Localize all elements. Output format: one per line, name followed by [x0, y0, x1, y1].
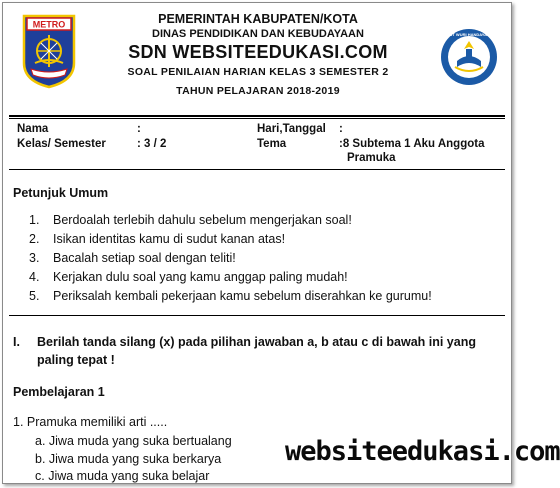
list-item: 1. Berdoalah terlebih dahulu sebelum mengerjakan soal!: [29, 213, 352, 227]
hari-label: Hari,Tanggal: [257, 123, 326, 135]
tut-wuri-handayani-logo: [439, 27, 499, 87]
metro-crest-logo: [21, 13, 77, 89]
nama-value: :: [137, 123, 141, 135]
kelas-label: Kelas/ Semester: [17, 138, 106, 150]
nama-label: Nama: [17, 123, 49, 135]
question-1-options: [35, 433, 232, 486]
header-government: PEMERINTAH KABUPATEN/KOTA: [158, 12, 358, 26]
instruction-line-2: paling tepat !: [37, 353, 115, 367]
kelas-value: : 3 / 2: [137, 138, 167, 150]
option-a: a. Jiwa muda yang suka bertualang: [35, 434, 232, 448]
tema-label: Tema: [257, 138, 287, 150]
option-c: c. Jiwa muda yang suka belajar: [35, 469, 210, 483]
document-page: [2, 2, 560, 484]
header-divider-thick: [9, 115, 505, 117]
header-school-name: SDN WEBSITEEDUKASI.COM: [128, 42, 388, 62]
pembelajaran-title: Pembelajaran 1: [13, 385, 105, 399]
header-exam-title: SOAL PENILAIAN HARIAN KELAS 3 SEMESTER 2: [127, 66, 389, 78]
tut-wuri-text: TUT WURI HANDAYANI: [447, 32, 491, 37]
tema-value-continued: Pramuka: [347, 152, 396, 164]
header-divider-thin: [9, 118, 505, 119]
metro-logo-text: METRO: [32, 19, 66, 30]
tema-value: :8 Subtema 1 Aku Anggota: [339, 138, 485, 150]
info-divider: [9, 169, 505, 170]
instruction-line-1: Berilah tanda silang (x) pada pilihan jawaban a, b atau c di bawah ini yang: [37, 335, 476, 349]
list-item: 2. Isikan identitas kamu di sudut kanan atas!: [29, 232, 286, 246]
list-item: 4. Kerjakan dulu soal yang kamu anggap paling mudah!: [29, 270, 348, 284]
list-item: 5. Periksalah kembali pekerjaan kamu sebelum diserahkan ke gurumu!: [29, 289, 432, 303]
question-1: 1. Pramuka memiliki arti .....: [13, 415, 168, 429]
list-item: 3. Bacalah setiap soal dengan teliti!: [29, 251, 236, 265]
section-divider: [9, 315, 505, 316]
website-watermark: websiteedukasi.com: [285, 436, 560, 467]
option-b: b. Jiwa muda yang suka berkarya: [35, 451, 222, 466]
petunjuk-title: Petunjuk Umum: [13, 186, 109, 200]
header-department: DINAS PENDIDIKAN DAN KEBUDAYAAN: [152, 28, 364, 40]
hari-value: :: [339, 123, 343, 135]
header-academic-year: TAHUN PELAJARAN 2018-2019: [176, 85, 340, 97]
petunjuk-list: [29, 213, 509, 308]
section-roman-numeral: I.: [13, 335, 20, 349]
